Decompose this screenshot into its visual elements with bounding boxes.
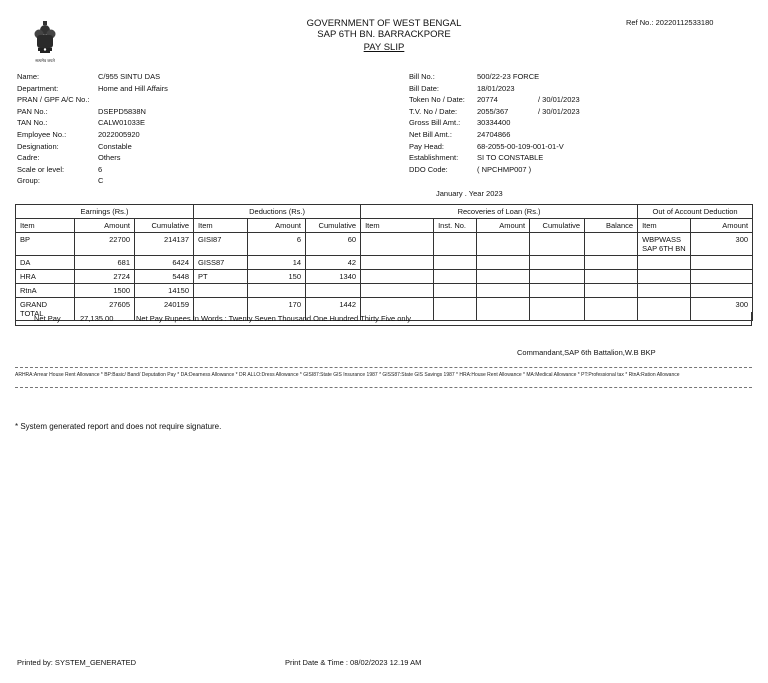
net-pay-label: Net Pay: [34, 314, 61, 323]
employee-info-value: C/955 SINTU DAS: [98, 72, 161, 81]
column-header-row: [16, 219, 753, 233]
employee-info-label: Scale or level:: [17, 164, 65, 174]
table-cell: [361, 233, 434, 256]
print-date: Print Date & Time : 08/02/2023 12.19 AM: [285, 658, 422, 667]
bill-info-label: T.V. No / Date:: [409, 106, 458, 116]
table-cell: GISI87: [194, 233, 248, 256]
bill-info-value: ( NPCHMP007 ): [477, 164, 532, 174]
table-cell: [477, 284, 530, 298]
table-cell: [585, 233, 638, 256]
column-header: Balance: [585, 219, 638, 233]
recoveries-header: Recoveries of Loan (Rs.): [361, 205, 638, 219]
table-cell: [530, 270, 585, 284]
table-cell: 5448: [135, 270, 194, 284]
employee-info-value: Home and Hill Affairs: [98, 83, 168, 93]
employee-info-label: Group:: [17, 176, 40, 186]
bill-info-value: 500/22-23 FORCE: [477, 72, 540, 81]
pay-slip-table: [15, 204, 753, 321]
table-cell: BP: [16, 233, 75, 256]
govt-title: GOVERNMENT OF WEST BENGAL: [306, 18, 462, 29]
employee-info-value: DSEPD5838N: [98, 106, 146, 116]
bill-info-value: 18/01/2023: [477, 83, 515, 93]
pay-slip-title: PAY SLIP: [363, 42, 405, 53]
net-pay-row: [15, 312, 752, 326]
table-cell: [585, 256, 638, 270]
table-cell: 150: [248, 270, 306, 284]
table-cell: [638, 256, 691, 270]
abbreviation-legend: ARHRA:Arrear House Rent Allowance * BP:Basic/ Band/ Deputation Pay * DA:Dearness Allowance * DR ALLO:Dress Allowance * GISI87:State GIS Insurance 1987 * GISS87:State GIS Savings 1987 * HRA:House Rent Allowance * MA:Medical Allowance * PT:Professional tax * RtnA:Ration Allowance: [15, 372, 680, 378]
out-of-account-header: Out of Account Deduction: [638, 205, 753, 219]
table-cell: 681: [75, 256, 135, 270]
employee-info-label: Name:: [17, 72, 40, 81]
table-cell: [530, 256, 585, 270]
bill-info-value: 2055/367: [477, 106, 509, 116]
earnings-header: Earnings (Rs.): [16, 205, 194, 219]
column-header: Amount: [477, 219, 530, 233]
column-header: Amount: [691, 219, 753, 233]
table-cell: HRA: [16, 270, 75, 284]
bill-info-date: / 30/01/2023: [538, 106, 580, 116]
column-header: Amount: [75, 219, 135, 233]
ref-number: [626, 18, 713, 27]
employee-info-label: Cadre:: [17, 153, 40, 163]
net-pay-amount: 27,135.00: [80, 314, 114, 323]
table-row: [16, 270, 753, 284]
emblem-caption: सत्यमेव जयते: [35, 58, 55, 63]
column-header: Item: [638, 219, 691, 233]
table-cell: [306, 284, 361, 298]
employee-info-value: 2022005920: [98, 130, 140, 139]
net-pay-words: Net Pay Rupees In Words : Twenty Seven Thousand One Hundred Thirty Five only: [136, 314, 412, 323]
table-cell: 240159: [135, 298, 194, 321]
unit-title: SAP 6TH BN. BARRACKPORE: [317, 29, 451, 40]
table-cell: PT: [194, 270, 248, 284]
employee-info-label: PRAN / GPF A/C No.:: [17, 95, 90, 105]
bill-info-date: / 30/01/2023: [538, 95, 580, 105]
table-cell: [530, 233, 585, 256]
bill-info-label: Bill No.:: [409, 72, 435, 81]
column-header: Inst. No.: [434, 219, 477, 233]
deductions-header: Deductions (Rs.): [194, 205, 361, 219]
column-header: Amount: [248, 219, 306, 233]
divider-bottom: [15, 387, 752, 388]
employee-info-label: Department:: [17, 83, 59, 93]
table-row: [16, 284, 753, 298]
table-cell: [361, 270, 434, 284]
signatory: Commandant,SAP 6th Battalion,W.B BKP: [517, 348, 656, 357]
employee-info-label: PAN No.:: [17, 106, 48, 116]
table-cell: 22700: [75, 233, 135, 256]
table-cell: [434, 284, 477, 298]
printed-by: Printed by: SYSTEM_GENERATED: [17, 658, 137, 667]
table-cell: 60: [306, 233, 361, 256]
table-row: [16, 256, 753, 270]
group-header-row: [16, 205, 753, 219]
employee-info-label: Employee No.:: [17, 130, 67, 139]
table-cell: GRAND TOTAL: [16, 298, 75, 321]
bill-info-value: 30334400: [477, 118, 511, 128]
table-cell: 14: [248, 256, 306, 270]
column-header: Item: [194, 219, 248, 233]
table-cell: [477, 256, 530, 270]
table-cell: DA: [16, 256, 75, 270]
table-cell: 27605: [75, 298, 135, 321]
bill-info-value: 20774: [477, 95, 498, 105]
table-cell: 170: [248, 298, 306, 321]
table-cell: 6424: [135, 256, 194, 270]
table-cell: [477, 233, 530, 256]
table-cell: [248, 284, 306, 298]
table-cell: 6: [248, 233, 306, 256]
table-cell: [477, 270, 530, 284]
pay-period: January . Year 2023: [436, 189, 503, 198]
employee-info-value: Constable: [98, 141, 132, 151]
bill-info-label: Gross Bill Amt.:: [409, 118, 461, 128]
table-cell: [434, 233, 477, 256]
bill-info-label: Pay Head:: [409, 141, 445, 151]
table-cell: GISS87: [194, 256, 248, 270]
column-header: Cumulative: [306, 219, 361, 233]
table-cell: [585, 270, 638, 284]
bill-info-value: 68-2055-00-109-001-01-V: [477, 141, 564, 151]
employee-info-value: CALW01033E: [98, 118, 145, 128]
bill-info-label: Net Bill Amt.:: [409, 130, 452, 139]
bill-info-label: Token No / Date:: [409, 95, 465, 105]
column-header: Item: [361, 219, 434, 233]
bill-info-label: Bill Date:: [409, 83, 440, 93]
column-header: Item: [16, 219, 75, 233]
bill-info-value: SI TO CONSTABLE: [477, 153, 544, 163]
employee-info-label: TAN No.:: [17, 118, 48, 128]
table-cell: [691, 256, 753, 270]
table-cell: 14150: [135, 284, 194, 298]
table-cell: [691, 270, 753, 284]
ref-label: Ref No.:: [626, 18, 654, 27]
divider-top: [15, 367, 752, 368]
bill-info-value: 24704866: [477, 130, 511, 139]
ref-value: 20220112533180: [655, 18, 714, 27]
column-header: Cumulative: [530, 219, 585, 233]
employee-info-value: 6: [98, 164, 103, 174]
state-emblem-logo: [30, 18, 60, 62]
system-note: * System generated report and does not require signature.: [15, 422, 222, 431]
table-cell: 2724: [75, 270, 135, 284]
table-cell: [585, 284, 638, 298]
employee-info-label: Designation:: [17, 141, 59, 151]
table-cell: 300: [691, 298, 753, 321]
table-cell: 1500: [75, 284, 135, 298]
table-cell: 300: [691, 233, 753, 256]
bill-info-label: Establishment:: [409, 153, 459, 163]
table-cell: [638, 270, 691, 284]
column-header: Cumulative: [135, 219, 194, 233]
table-cell: [361, 284, 434, 298]
table-cell: 1340: [306, 270, 361, 284]
employee-info-value: Others: [98, 153, 121, 163]
table-cell: WBPWASS SAP 6TH BN: [638, 233, 691, 256]
table-cell: 42: [306, 256, 361, 270]
table-cell: [638, 284, 691, 298]
employee-info-value: C: [98, 176, 104, 186]
table-cell: [361, 256, 434, 270]
table-cell: RtnA: [16, 284, 75, 298]
table-cell: [434, 270, 477, 284]
table-row: [16, 233, 753, 256]
table-cell: [194, 284, 248, 298]
table-cell: [434, 256, 477, 270]
bill-info-label: DDO Code:: [409, 164, 448, 174]
table-cell: [691, 284, 753, 298]
table-cell: 1442: [306, 298, 361, 321]
table-cell: [530, 284, 585, 298]
table-cell: 214137: [135, 233, 194, 256]
